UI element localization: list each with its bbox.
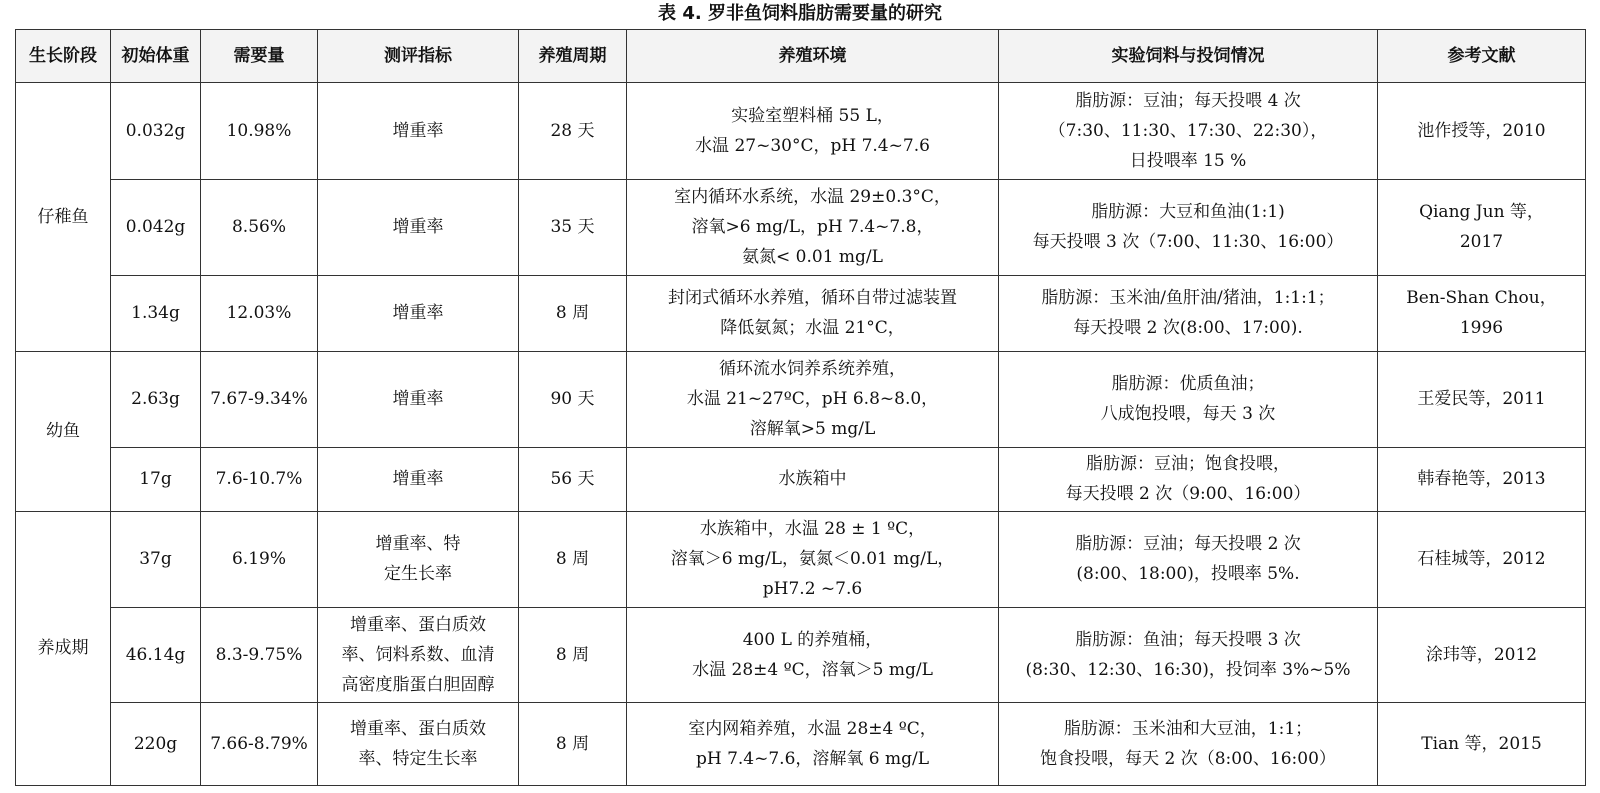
feed-cell (999, 511, 1378, 607)
environment-cell (627, 703, 999, 786)
period-cell: 8 周 (519, 275, 627, 351)
header-feed: 实验饲料与投饲情况 (999, 30, 1378, 83)
period-cell: 90 天 (519, 351, 627, 447)
reference-cell-line: Tian 等，2015 (1421, 734, 1542, 755)
indicator-cell-line: 增重率、蛋白质效 (350, 719, 486, 740)
environment-cell-line: 室内网箱养殖，水温 28±4 ºC， (688, 719, 937, 740)
environment-cell-line: 溶氧＞6 mg/L，氨氮＜0.01 mg/L， (670, 549, 955, 570)
environment-cell-line: 封闭式循环水养殖，循环自带过滤装置 (668, 288, 957, 309)
environment-cell (627, 275, 999, 351)
requirement-cell: 8.3-9.75% (201, 607, 318, 703)
reference-cell-line: 池作授等，2010 (1417, 120, 1546, 141)
indicator-cell-line: 增重率 (392, 303, 444, 324)
stage-cell: 幼鱼 (16, 351, 111, 511)
reference-cell (1378, 607, 1586, 703)
feed-cell-line: (8:30、12:30、16:30)，投饲率 3%~5% (1025, 660, 1351, 681)
feed-cell-line: 每天投喂 2 次（9:00、16:00） (1065, 484, 1311, 505)
environment-cell-line: 循环流水饲养系统养殖， (719, 359, 906, 380)
reference-cell (1378, 179, 1586, 275)
feed-cell (999, 275, 1378, 351)
environment-cell (627, 351, 999, 447)
header-row (16, 30, 1586, 83)
environment-cell-line: 实验室塑料桶 55 L， (731, 105, 894, 126)
indicator-cell-line: 增重率 (392, 389, 444, 410)
feed-cell-line: 脂肪源：鱼油；每天投喂 3 次 (1075, 630, 1301, 651)
reference-cell (1378, 351, 1586, 447)
feed-cell-line: 每天投喂 2 次(8:00、17:00). (1073, 318, 1303, 339)
lipid-requirement-table (15, 29, 1586, 786)
table-caption: 表 4. 罗非鱼饲料脂肪需要量的研究 (658, 3, 942, 24)
reference-cell (1378, 83, 1586, 180)
table-row (16, 447, 1586, 511)
header-reference: 参考文献 (1378, 30, 1586, 83)
requirement-cell: 12.03% (201, 275, 318, 351)
indicator-cell-line: 率、饲料系数、血清 (341, 645, 495, 666)
header-indicator: 测评指标 (318, 30, 519, 83)
weight-cell: 2.63g (111, 351, 201, 447)
indicator-cell (318, 351, 519, 447)
requirement-cell: 7.6-10.7% (201, 447, 318, 511)
indicator-cell-line: 增重率 (392, 469, 444, 490)
table-body (16, 83, 1586, 786)
feed-cell (999, 703, 1378, 786)
indicator-cell-line: 增重率 (392, 120, 444, 141)
feed-cell-line: 八成饱投喂，每天 3 次 (1100, 404, 1276, 425)
feed-cell-line: 脂肪源：玉米油和大豆油，1:1； (1063, 719, 1313, 740)
environment-cell-line: 溶氧>6 mg/L，pH 7.4~7.8， (691, 217, 934, 238)
feed-cell-line: 脂肪源：豆油；饱食投喂， (1086, 454, 1290, 475)
requirement-cell: 7.67-9.34% (201, 351, 318, 447)
weight-cell: 37g (111, 511, 201, 607)
reference-cell-line: Ben-Shan Chou， (1406, 288, 1557, 309)
feed-cell-line: (8:00、18:00)，投喂率 5%. (1076, 564, 1300, 585)
environment-cell-line: 水温 21~27ºC，pH 6.8~8.0， (686, 389, 939, 410)
environment-cell-line: 水族箱中 (778, 469, 847, 490)
period-cell: 8 周 (519, 511, 627, 607)
reference-cell-line: 石桂城等，2012 (1417, 549, 1546, 570)
environment-cell-line: 水族箱中，水温 28 ± 1 ºC， (699, 519, 926, 540)
environment-cell (627, 511, 999, 607)
weight-cell: 1.34g (111, 275, 201, 351)
header-stage: 生长阶段 (16, 30, 111, 83)
environment-cell-line: pH7.2 ~7.6 (762, 579, 863, 600)
environment-cell-line: 室内循环水系统，水温 29±0.3°C， (674, 187, 951, 208)
feed-cell-line: 每天投喂 3 次（7:00、11:30、16:00） (1032, 232, 1344, 253)
feed-cell (999, 447, 1378, 511)
feed-cell-line: 日投喂率 15 % (1129, 150, 1247, 171)
environment-cell (627, 447, 999, 511)
table-row (16, 703, 1586, 786)
environment-cell-line: 溶解氧>5 mg/L (749, 419, 876, 440)
indicator-cell-line: 增重率、蛋白质效 (350, 615, 486, 636)
reference-cell-line: Qiang Jun 等， (1419, 202, 1544, 223)
period-cell: 35 天 (519, 179, 627, 275)
indicator-cell-line: 高密度脂蛋白胆固醇 (341, 675, 495, 696)
table-row (16, 607, 1586, 703)
weight-cell: 17g (111, 447, 201, 511)
table-row (16, 351, 1586, 447)
indicator-cell-line: 增重率、特 (375, 534, 461, 555)
environment-cell-line: 水温 28±4 ºC，溶氧＞5 mg/L (692, 660, 933, 681)
indicator-cell-line: 定生长率 (384, 564, 452, 585)
reference-cell-line: 1996 (1459, 318, 1504, 339)
header-environment: 养殖环境 (627, 30, 999, 83)
weight-cell: 0.042g (111, 179, 201, 275)
period-cell: 8 周 (519, 703, 627, 786)
table-row (16, 275, 1586, 351)
feed-cell (999, 179, 1378, 275)
feed-cell (999, 351, 1378, 447)
header-requirement: 需要量 (201, 30, 318, 83)
environment-cell (627, 83, 999, 180)
period-cell: 8 周 (519, 607, 627, 703)
reference-cell-line: 涂玮等，2012 (1425, 645, 1538, 666)
environment-cell (627, 607, 999, 703)
feed-cell-line: 脂肪源：豆油；每天投喂 4 次 (1075, 90, 1301, 111)
environment-cell-line: 氨氮< 0.01 mg/L (742, 247, 883, 268)
stage-cell: 仔稚鱼 (16, 83, 111, 352)
environment-cell-line: 降低氨氮；水温 21°C， (720, 318, 905, 339)
feed-cell (999, 83, 1378, 180)
table-row (16, 511, 1586, 607)
requirement-cell: 10.98% (201, 83, 318, 180)
indicator-cell (318, 179, 519, 275)
reference-cell (1378, 703, 1586, 786)
environment-cell-line: 水温 27~30°C，pH 7.4~7.6 (695, 135, 930, 156)
indicator-cell (318, 275, 519, 351)
feed-cell-line: （7:30、11:30、17:30、22:30）， (1048, 120, 1328, 141)
weight-cell: 220g (111, 703, 201, 786)
indicator-cell (318, 511, 519, 607)
reference-cell-line: 2017 (1459, 232, 1504, 253)
weight-cell: 46.14g (111, 607, 201, 703)
environment-cell (627, 179, 999, 275)
header-period: 养殖周期 (519, 30, 627, 83)
table-row (16, 179, 1586, 275)
requirement-cell: 8.56% (201, 179, 318, 275)
period-cell: 56 天 (519, 447, 627, 511)
indicator-cell-line: 率、特定生长率 (358, 749, 478, 770)
requirement-cell: 7.66-8.79% (201, 703, 318, 786)
indicator-cell (318, 447, 519, 511)
stage-cell: 养成期 (16, 511, 111, 785)
environment-cell-line: 400 L 的养殖桶， (742, 630, 883, 651)
indicator-cell (318, 83, 519, 180)
reference-cell (1378, 447, 1586, 511)
feed-cell-line: 脂肪源：大豆和鱼油(1:1) (1091, 202, 1285, 223)
indicator-cell-line: 增重率 (392, 217, 444, 238)
weight-cell: 0.032g (111, 83, 201, 180)
feed-cell-line: 脂肪源：豆油；每天投喂 2 次 (1075, 534, 1301, 555)
feed-cell (999, 607, 1378, 703)
table-row (16, 83, 1586, 180)
feed-cell-line: 脂肪源：玉米油/鱼肝油/猪油，1:1:1； (1041, 288, 1335, 309)
header-initial-weight: 初始体重 (111, 30, 201, 83)
reference-cell-line: 王爱民等，2011 (1417, 389, 1546, 410)
feed-cell-line: 脂肪源：优质鱼油； (1111, 374, 1265, 395)
period-cell: 28 天 (519, 83, 627, 180)
reference-cell (1378, 511, 1586, 607)
requirement-cell: 6.19% (201, 511, 318, 607)
environment-cell-line: pH 7.4~7.6，溶解氧 6 mg/L (695, 749, 930, 770)
reference-cell-line: 韩春艳等，2013 (1417, 469, 1546, 490)
indicator-cell (318, 607, 519, 703)
feed-cell-line: 饱食投喂，每天 2 次（8:00、16:00） (1040, 749, 1336, 770)
indicator-cell (318, 703, 519, 786)
reference-cell (1378, 275, 1586, 351)
